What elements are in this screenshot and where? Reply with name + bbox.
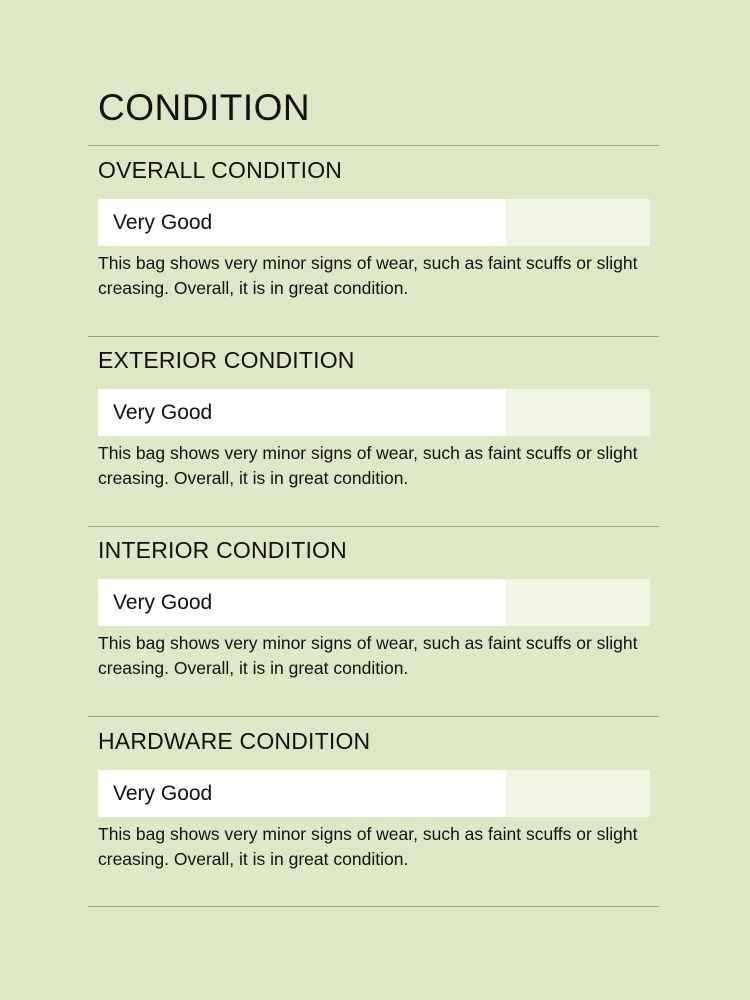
section-heading: OVERALL CONDITION [98,157,343,183]
section-overall-condition [98,156,668,300]
section-exterior-condition [98,346,668,490]
divider [88,145,659,146]
section-interior-condition [98,536,668,680]
condition-description: This bag shows very minor signs of wear, such as faint scuffs or slight creasing. Overall, it is in great condition. [98,443,638,488]
section-heading: INTERIOR CONDITION [98,537,347,563]
divider [88,716,659,717]
page-title: CONDITION [98,87,311,128]
divider [88,906,659,907]
section-heading: HARDWARE CONDITION [98,728,371,754]
rating-bar [98,199,650,246]
divider [88,526,659,527]
condition-description: This bag shows very minor signs of wear, such as faint scuffs or slight creasing. Overall, it is in great condition. [98,824,638,869]
rating-label: Very Good [113,782,213,805]
rating-bar [98,389,650,436]
rating-bar [98,770,650,817]
section-hardware-condition [98,727,668,871]
rating-label: Very Good [113,401,213,424]
condition-description: This bag shows very minor signs of wear, such as faint scuffs or slight creasing. Overall, it is in great condition. [98,253,638,298]
divider [88,336,659,337]
section-heading: EXTERIOR CONDITION [98,347,355,373]
rating-label: Very Good [113,211,213,234]
rating-bar [98,579,650,626]
rating-label: Very Good [113,591,213,614]
condition-description: This bag shows very minor signs of wear, such as faint scuffs or slight creasing. Overall, it is in great condition. [98,633,638,678]
